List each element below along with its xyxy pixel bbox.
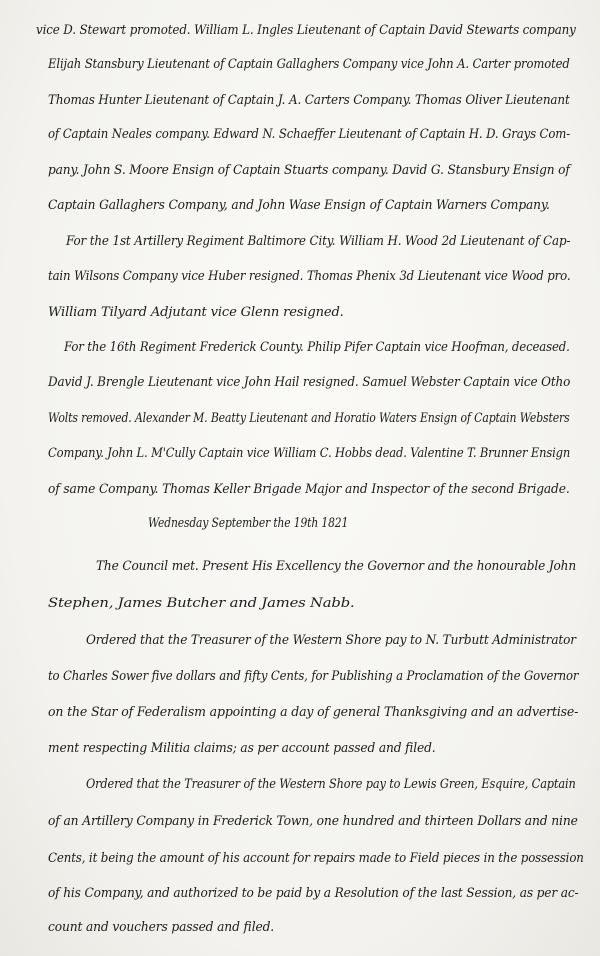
text-line: of Captain Neales company. Edward N. Schaeffer Lieutenant of Captain H. D. Grays Com-	[48, 126, 571, 141]
text-line: of an Artillery Company in Frederick Town, one hundred and thirteen Dollars and nine	[48, 813, 578, 828]
text-line: William Tilyard Adjutant vice Glenn resigned.	[48, 304, 344, 319]
text-line: Cents, it being the amount of his account for repairs made to Field pieces in the possession	[48, 850, 584, 865]
text-line: of same Company. Thomas Keller Brigade Major and Inspector of the second Brigade.	[48, 481, 570, 496]
text-line: Wolts removed. Alexander M. Beatty Lieutenant and Horatio Waters Ensign of Captain Websters	[48, 410, 570, 425]
text-line: Ordered that the Treasurer of the Western Shore pay to N. Turbutt Administrator	[86, 632, 576, 647]
text-line: Company. John L. M'Cully Captain vice William C. Hobbs dead. Valentine T. Brunner Ensign	[48, 445, 571, 460]
text-line: Stephen, James Butcher and James Nabb.	[48, 595, 355, 610]
text-line: count and vouchers passed and filed.	[48, 919, 275, 934]
text-line: Captain Gallaghers Company, and John Wase Ensign of Captain Warners Company.	[48, 197, 550, 212]
date-heading: Wednesday September the 19th 1821	[148, 515, 349, 530]
text-line: For the 1st Artillery Regiment Baltimore City. William H. Wood 2d Lieutenant of Cap-	[66, 233, 571, 248]
text-line: For the 16th Regiment Frederick County. Philip Pifer Captain vice Hoofman, deceased.	[64, 339, 570, 354]
text-line: vice D. Stewart promoted. William L. Ingles Lieutenant of Captain David Stewarts company	[36, 22, 576, 37]
text-line: Ordered that the Treasurer of the Western Shore pay to Lewis Green, Esquire, Captain	[86, 776, 576, 791]
text-line: pany. John S. Moore Ensign of Captain Stuarts company. David G. Stansbury Ensign of	[48, 162, 570, 177]
text-line: David J. Brengle Lieutenant vice John Hail resigned. Samuel Webster Captain vice Otho	[48, 374, 571, 389]
text-line: on the Star of Federalism appointing a day of general Thanksgiving and an advertise-	[48, 704, 579, 719]
text-line: tain Wilsons Company vice Huber resigned. Thomas Phenix 3d Lieutenant vice Wood pro.	[48, 268, 571, 283]
text-line: The Council met. Present His Excellency the Governor and the honourable John	[96, 558, 576, 573]
text-line: to Charles Sower five dollars and fifty Cents, for Publishing a Proclamation of the Governor	[48, 668, 579, 683]
text-line: Elijah Stansbury Lieutenant of Captain Gallaghers Company vice John A. Carter promoted	[48, 56, 570, 71]
text-line: of his Company, and authorized to be paid by a Resolution of the last Session, as per ac-	[48, 885, 579, 900]
text-line: Thomas Hunter Lieutenant of Captain J. A. Carters Company. Thomas Oliver Lieutenant	[48, 92, 570, 107]
text-line: ment respecting Militia claims; as per account passed and filed.	[48, 740, 436, 755]
